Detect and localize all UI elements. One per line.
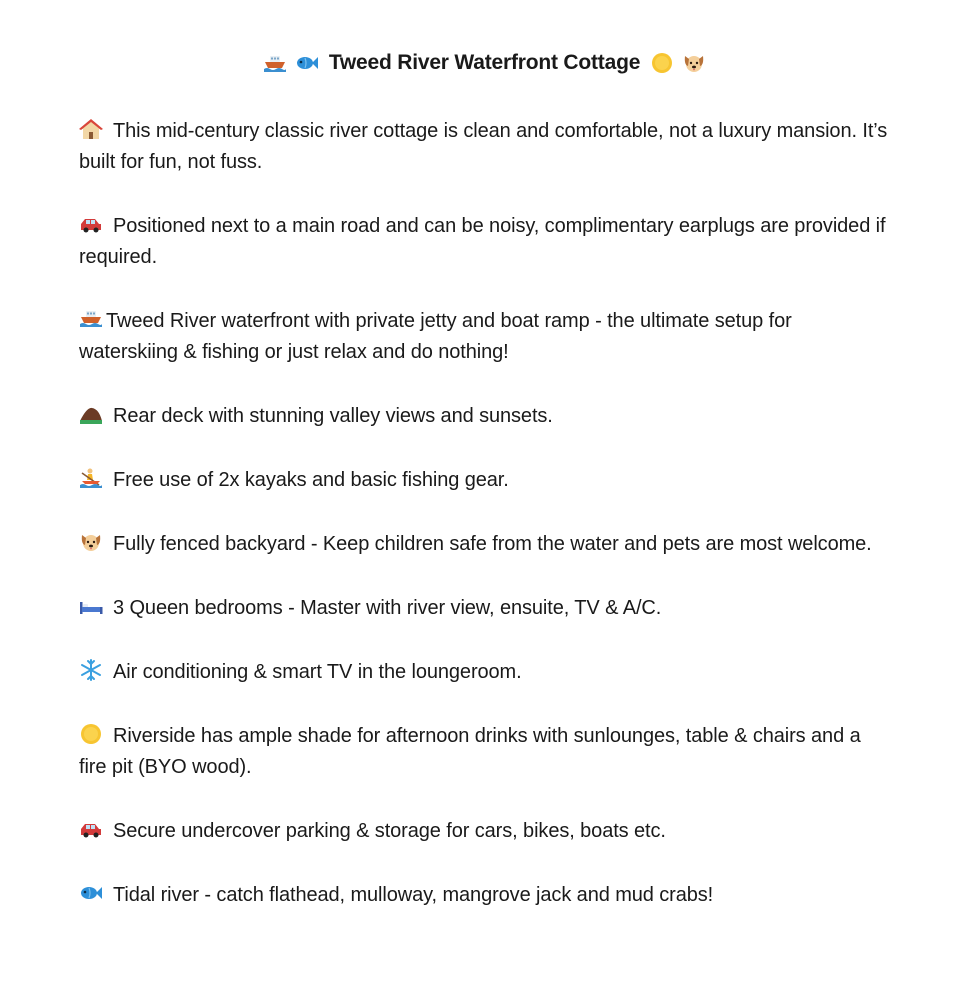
boat-icon [263, 51, 287, 75]
list-item: Riverside has ample shade for afternoon drinks with sunlounges, table & chairs and a fire pit (BYO wood). [79, 725, 861, 778]
snowflake-icon [79, 659, 103, 681]
sun-icon [79, 723, 103, 745]
boat-icon [79, 308, 103, 330]
list-item: Secure undercover parking & storage for cars, bikes, boats etc. [79, 816, 890, 847]
rowing-icon [79, 467, 103, 489]
bed-icon [79, 595, 103, 617]
feature-list [79, 116, 890, 911]
list-item: Free use of 2x kayaks and basic fishing gear. [79, 465, 890, 496]
list-item: Fully fenced backyard - Keep children safe from the water and pets are most welcome. [79, 529, 890, 560]
sun-icon [650, 51, 674, 75]
mountain-icon [79, 403, 103, 425]
fish-icon [295, 51, 319, 75]
list-item: Tweed River waterfront with private jetty and boat ramp - the ultimate setup for waterskiing & fishing or just relax and do nothing! [79, 310, 792, 363]
car-icon [79, 213, 103, 235]
list-item: Air conditioning & smart TV in the loungeroom. [79, 657, 890, 688]
house-icon [79, 118, 103, 140]
list-item: Tidal river - catch flathead, mulloway, mangrove jack and mud crabs! [79, 880, 890, 911]
list-item: This mid-century classic river cottage is clean and comfortable, not a luxury mansion. It’s built for fun, not fuss. [79, 120, 888, 173]
page-title: Tweed River Waterfront Cottage [328, 51, 641, 74]
list-item: 3 Queen bedrooms - Master with river view, ensuite, TV & A/C. [79, 593, 890, 624]
dog-face-icon [682, 51, 706, 75]
car-icon [79, 818, 103, 840]
fish-icon [79, 882, 103, 904]
title-row [79, 48, 890, 78]
dog-face-icon [79, 531, 103, 553]
list-item: Positioned next to a main road and can be noisy, complimentary earplugs are provided if required. [79, 215, 886, 268]
list-item: Rear deck with stunning valley views and sunsets. [79, 401, 890, 432]
